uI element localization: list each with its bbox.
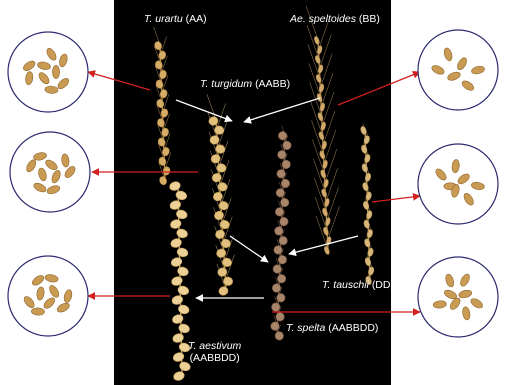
speltoides-seeds-circle: [418, 30, 498, 110]
turgidum-seeds-circle: [10, 132, 90, 212]
tauschii-seeds-circle: [418, 144, 498, 224]
label-turgidum: T. turgidum (AABB): [200, 78, 291, 90]
urartu-seeds-circle: [8, 32, 88, 112]
aestivum-seeds-circle: [8, 256, 88, 336]
label-aestivum: T. aestivum (AABBDD): [188, 340, 242, 365]
grain-icon: [52, 65, 59, 78]
spelta-seeds-circle: [418, 257, 498, 337]
label-speltoides: Ae. speltoides (BB): [290, 13, 380, 25]
label-urartu: T. urartu (AA): [144, 13, 207, 25]
label-tauschii: T. tauschii (DD): [322, 279, 394, 291]
label-spelta: T. spelta (AABBDD): [286, 322, 379, 334]
